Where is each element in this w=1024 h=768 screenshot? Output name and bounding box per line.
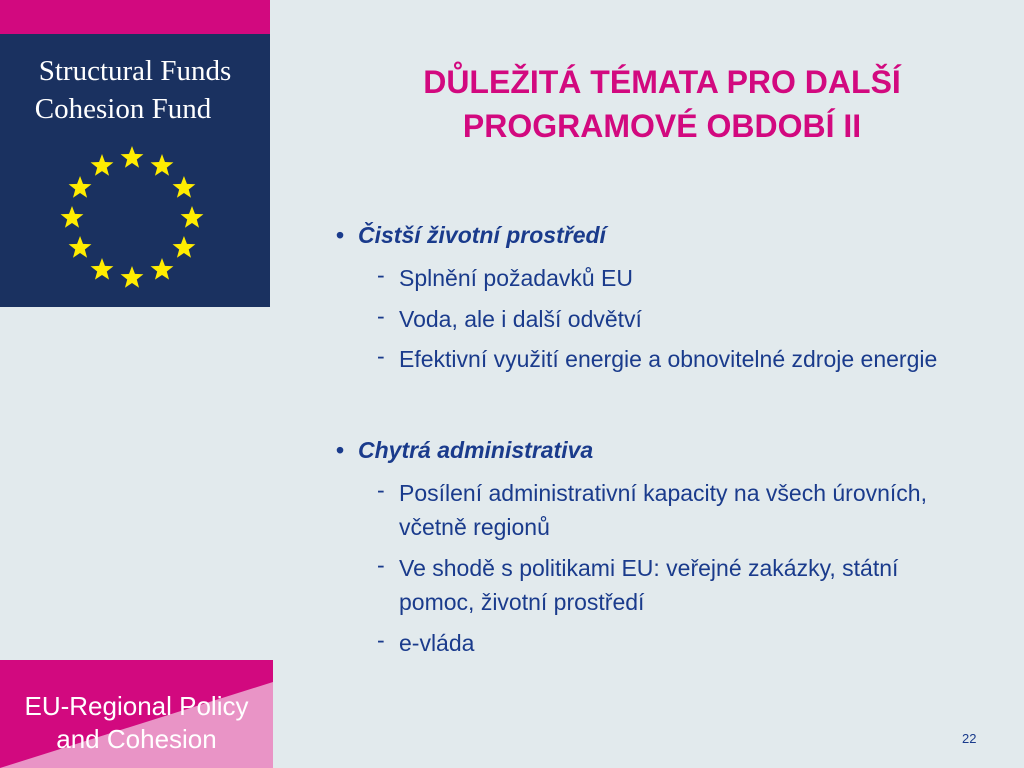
- dash-icon: -: [377, 262, 385, 288]
- bullet-dot-icon: •: [336, 437, 345, 463]
- sub-item-text: Voda, ale i další odvětví: [399, 306, 642, 332]
- dash-icon: -: [377, 343, 385, 369]
- sub-item: [377, 626, 977, 660]
- sub-item: [377, 261, 977, 295]
- logo-line-structural-funds: Structural Funds: [38, 55, 232, 87]
- footer-line-1: EU-Regional Policy: [24, 691, 249, 721]
- sub-item-text: e-vláda: [399, 630, 475, 656]
- slide-title-line-2: PROGRAMOVÉ OBDOBÍ II: [462, 108, 862, 144]
- sub-item-text: Posílení administrativní kapacity na všech úrovních, včetně regionů: [399, 480, 927, 540]
- page-number: 22: [962, 731, 977, 746]
- footer-line-2: and Cohesion: [56, 724, 217, 754]
- sub-item: [377, 342, 977, 376]
- bullet-heading: [336, 222, 606, 249]
- sub-item: [377, 476, 977, 544]
- bullet-dot-icon: •: [336, 222, 345, 248]
- sub-item: [377, 551, 977, 619]
- slide-title-line-1: DŮLEŽITÁ TÉMATA PRO DALŠÍ: [423, 64, 901, 100]
- sub-item-text: Ve shodě s politikami EU: veřejné zakázky, státní pomoc, životní prostředí: [399, 555, 899, 615]
- dash-icon: -: [377, 552, 385, 578]
- sub-item-text: Efektivní využití energie a obnovitelné zdroje energie: [399, 346, 938, 372]
- sub-item: [377, 302, 977, 336]
- dash-icon: -: [377, 627, 385, 653]
- logo-line-cohesion-fund: Cohesion Fund: [34, 93, 212, 125]
- bullet-heading: [336, 437, 593, 464]
- sub-item-text: Splnění požadavků EU: [399, 265, 633, 291]
- bullet-heading-text: Chytrá administrativa: [358, 437, 594, 463]
- dash-icon: -: [377, 303, 385, 329]
- bullet-heading-text: Čistší životní prostředí: [358, 222, 606, 248]
- dash-icon: -: [377, 477, 385, 503]
